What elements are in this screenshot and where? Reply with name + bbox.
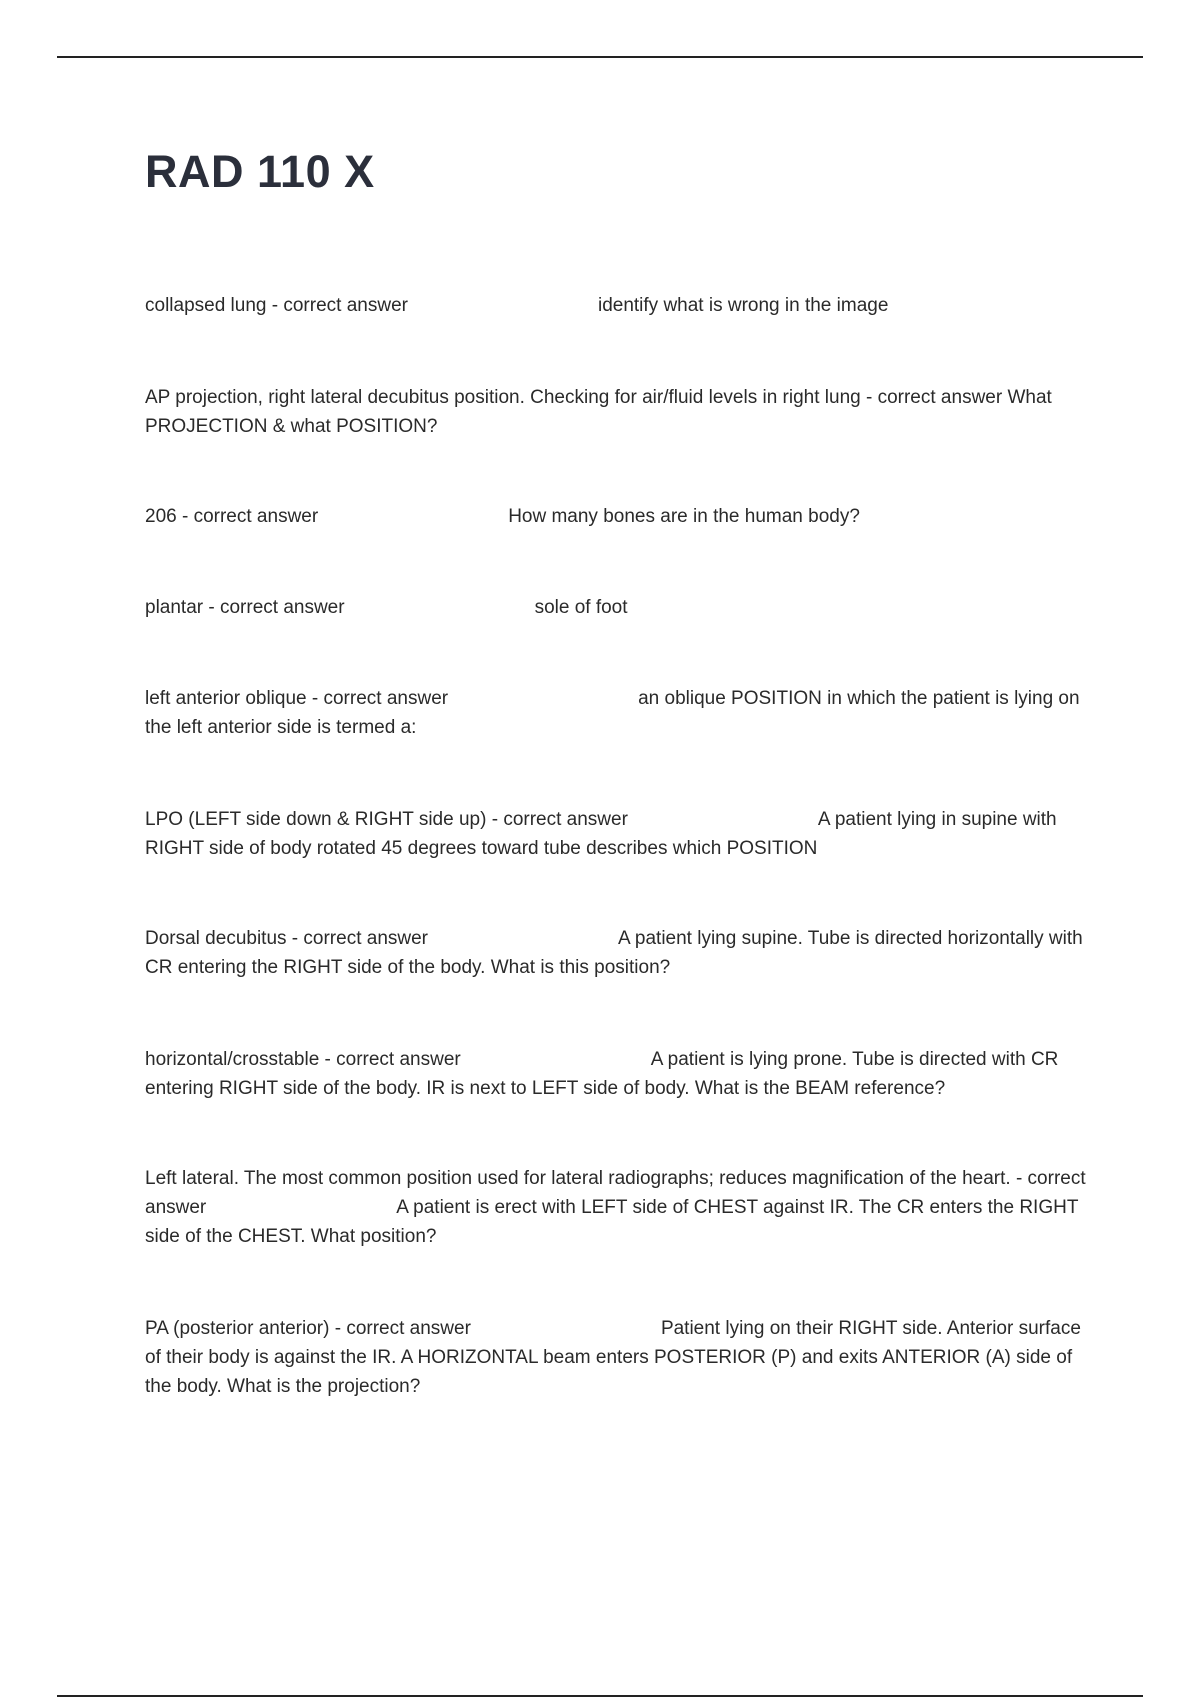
flashcard-answer: horizontal/crosstable - correct answer <box>145 1049 461 1070</box>
flashcard <box>145 924 1090 982</box>
bottom-rule <box>57 1695 1143 1697</box>
document-title: RAD 110 X <box>145 146 375 197</box>
flashcard <box>145 684 1090 742</box>
flashcard-answer: PA (posterior anterior) - correct answer <box>145 1318 471 1339</box>
flashcard-question: A patient lying in supine with RIGHT side of body rotated 45 degrees toward tube describes which POSITION <box>145 809 1057 859</box>
flashcard-question: A patient is erect with LEFT side of CHEST against IR. The CR enters the RIGHT side of the CHEST. What position? <box>145 1197 1079 1247</box>
flashcard-answer: collapsed lung - correct answer <box>145 295 408 316</box>
flashcard-question: Patient lying on their RIGHT side. Anterior surface of their body is against the IR. A HORIZONTAL beam enters POSTERIOR (P) and exits ANTERIOR (A) side of the body. What is the projection? <box>145 1318 1081 1397</box>
flashcard <box>145 502 1090 531</box>
flashcard <box>145 291 1090 320</box>
top-rule <box>57 56 1143 58</box>
flashcard-question: What PROJECTION & what POSITION? <box>145 387 1052 437</box>
flashcard-question: an oblique POSITION in which the patient is lying on the left anterior side is termed a: <box>145 688 1080 738</box>
flashcard-answer: left anterior oblique - correct answer <box>145 688 449 709</box>
flashcard <box>145 1314 1090 1401</box>
flashcard <box>145 383 1090 441</box>
flashcard <box>145 805 1090 863</box>
flashcard-answer: Left lateral. The most common position used for lateral radiographs; reduces magnification of the heart. - correct answer <box>145 1168 1086 1218</box>
flashcard <box>145 1164 1090 1251</box>
flashcard-answer: 206 - correct answer <box>145 506 319 527</box>
flashcard <box>145 593 1090 622</box>
flashcard-answer: Dorsal decubitus - correct answer <box>145 928 428 949</box>
flashcard <box>145 1045 1090 1103</box>
flashcard-question: identify what is wrong in the image <box>597 295 889 316</box>
flashcard-answer: LPO (LEFT side down & RIGHT side up) - correct answer <box>145 809 628 830</box>
flashcard-question: How many bones are in the human body? <box>508 506 860 527</box>
flashcard-question: A patient lying supine. Tube is directed horizontally with CR entering the RIGHT side of the body. What is this position? <box>145 928 1083 978</box>
flashcard-question: sole of foot <box>534 597 628 618</box>
flashcard-question: A patient is lying prone. Tube is directed with CR entering RIGHT side of the body. IR is next to LEFT side of body. What is the BEAM reference? <box>145 1049 1059 1099</box>
flashcard-answer: AP projection, right lateral decubitus position. Checking for air/fluid levels in right lung - correct answer <box>145 387 1003 408</box>
flashcard-answer: plantar - correct answer <box>145 597 345 618</box>
